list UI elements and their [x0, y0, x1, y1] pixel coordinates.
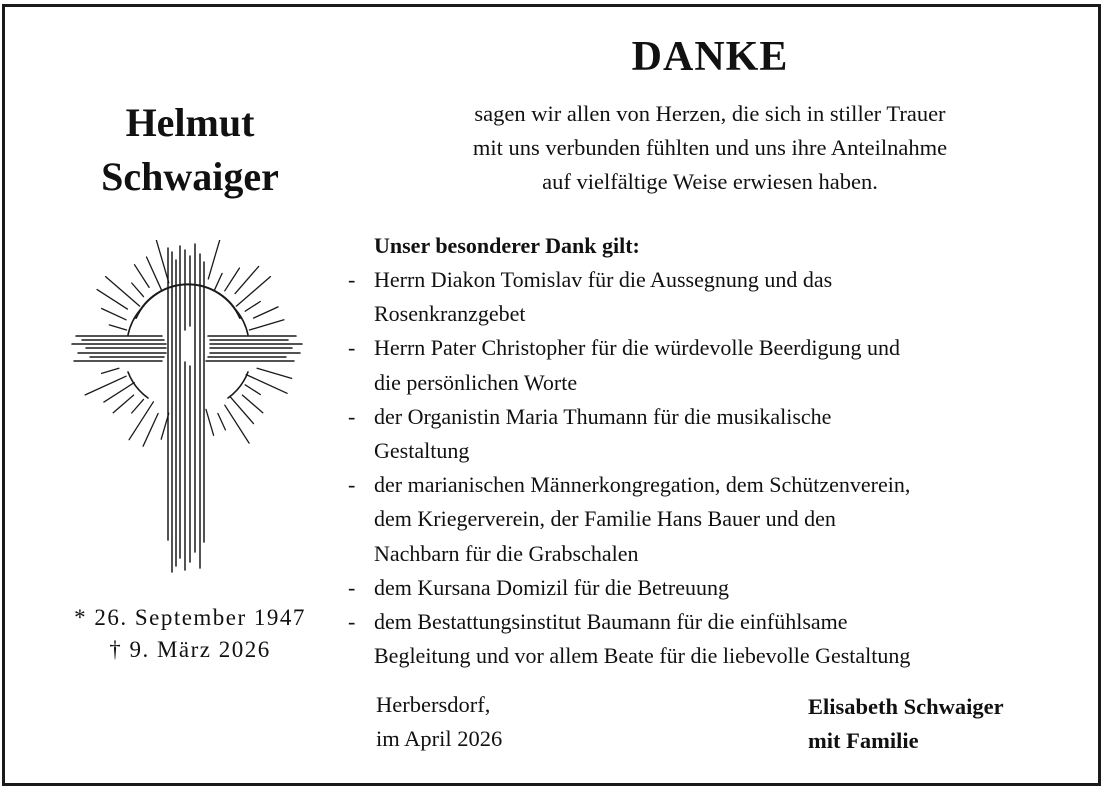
birth-date: * 26. September 1947: [74, 605, 306, 630]
sun-ray: [225, 268, 240, 291]
sun-ray: [132, 399, 144, 413]
cross-sun-icon: [68, 240, 308, 580]
death-date: † 9. März 2026: [109, 637, 271, 662]
list-item-line: der marianischen Männerkongregation, dem Schützenverein,: [374, 472, 911, 498]
list-item-line: Gestaltung: [374, 438, 470, 464]
first-name: Helmut: [125, 100, 255, 145]
life-dates: [40, 602, 340, 666]
sun-ray: [132, 283, 144, 297]
intro-line: auf vielfältige Weise erwiesen haben.: [542, 169, 878, 194]
last-name: Schwaiger: [101, 154, 279, 199]
list-item-line: dem Kursana Domizil für die Betreuung: [374, 574, 729, 600]
sun-ray: [147, 257, 162, 290]
sun-ray: [102, 368, 119, 373]
list-item-line: Herrn Diakon Tomislav für die Aussegnung und das: [374, 267, 833, 292]
signature: [808, 690, 1004, 758]
bullet-dash: -: [348, 335, 356, 361]
place: Herbersdorf,: [376, 692, 491, 717]
intro-line: sagen wir allen von Herzen, die sich in stiller Trauer: [474, 101, 946, 126]
sun-ray: [143, 414, 158, 447]
list-item-line: die persönlichen Worte: [374, 369, 578, 395]
sun-ray: [208, 240, 221, 279]
bullet-dash: -: [348, 574, 356, 600]
bullet-dash: -: [348, 609, 356, 635]
sun-ray: [245, 302, 260, 312]
sun-ray: [225, 405, 249, 443]
list-item-line: Nachbarn für die Grabschalen: [374, 540, 639, 566]
date: im April 2026: [376, 726, 503, 751]
intro-text: [370, 97, 1050, 199]
bullet-dash: -: [348, 472, 356, 498]
list-item-line: der Organistin Maria Thumann für die musikalische: [374, 403, 832, 429]
list-item-line: dem Bestattungsinstitut Baumann für die einfühlsame: [374, 609, 848, 635]
list-item: [348, 605, 1068, 673]
sun-ray: [113, 395, 133, 413]
sun-ray: [102, 309, 127, 320]
sun-ray: [246, 375, 287, 394]
deceased-name: [40, 96, 340, 204]
sun-ray: [106, 277, 140, 307]
sun-ray: [156, 240, 169, 283]
sun-ray: [245, 385, 260, 395]
page-title: DANKE: [631, 34, 789, 80]
sun-ray: [97, 290, 127, 310]
place-date: [376, 688, 502, 756]
sun-ray: [215, 273, 223, 289]
list-item-line: Begleitung und vor allem Beate für die liebevolle Gestaltung: [374, 643, 911, 669]
sun-ray: [257, 368, 292, 378]
thanks-heading: Unser besonderer Dank gilt:: [374, 233, 640, 258]
signature-family: mit Familie: [808, 728, 919, 753]
bullet-dash: -: [348, 403, 356, 429]
list-item: [348, 571, 1068, 605]
list-item: [348, 400, 1068, 468]
sun-ray: [242, 395, 262, 413]
sun-ray: [249, 320, 284, 330]
list-item: [348, 331, 1068, 399]
sun-ray: [129, 402, 153, 440]
list-item-line: Rosenkranzgebet: [374, 301, 526, 327]
intro-line: mit uns verbunden fühlten und uns ihre Anteilnahme: [472, 135, 948, 160]
list-item-line: dem Kriegerverein, der Familie Hans Bauer und den: [374, 506, 836, 532]
sun-ray: [206, 409, 214, 435]
sun-ray: [218, 414, 226, 430]
bullet-dash: -: [348, 267, 356, 292]
thanks-list: [348, 263, 1068, 673]
list-item-line: Herrn Pater Christopher für die würdevolle Beerdigung und: [374, 335, 901, 361]
sun-ray: [135, 265, 150, 288]
sun-ray: [109, 325, 126, 330]
sun-ray: [236, 277, 270, 307]
sun-ray: [254, 307, 279, 318]
signature-name: Elisabeth Schwaiger: [808, 694, 1004, 719]
list-item: [348, 468, 1068, 571]
list-item: [348, 263, 1068, 331]
